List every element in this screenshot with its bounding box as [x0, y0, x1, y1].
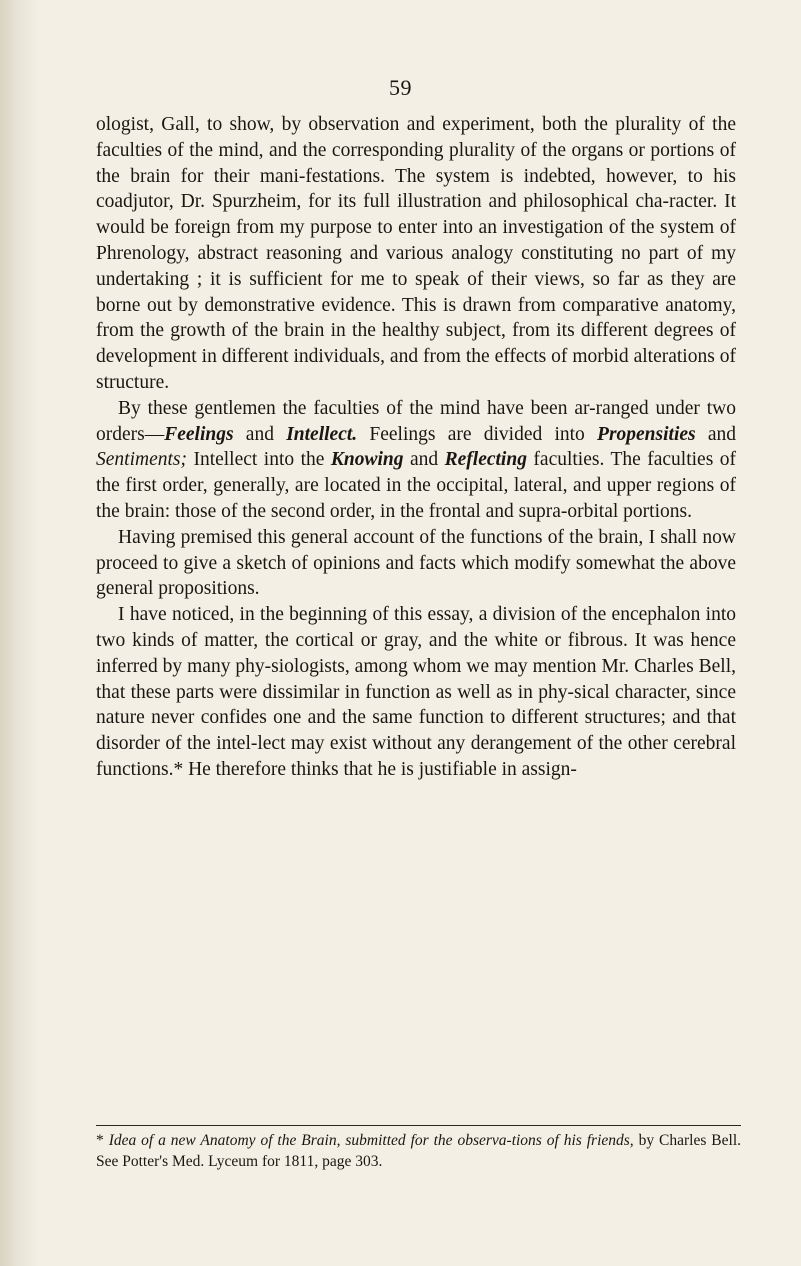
- paragraph-2-text: and: [695, 423, 737, 445]
- paragraph-2-text: and: [403, 449, 445, 471]
- paragraph-1-text: ologist, Gall, to show, by observation and experiment, both the plurality of the faculties of the mind, and the corresponding plurality of the organs or portions of the brain for their mani-festations. The system is indebted, however, to his coadjutor, Dr. Spurzheim, for its full illustration and philosophical cha-racter. It would be foreign from my purpose to enter into an investigation of the system of Phrenology, abstract reasoning and various analogy constituting no part of my undertaking ; it is sufficient for me to speak of their views, so far as they are borne out by demonstrative evidence. This is drawn from comparative anatomy, from the growth of the brain in the healthy subject, from its different degrees of development in different individuals, and from the effects of morbid alterations of structure.: [96, 114, 736, 393]
- paragraph-2-text: Intellect into the: [186, 449, 331, 471]
- footnote-marker: *: [96, 1132, 109, 1149]
- paragraph-1: [96, 112, 736, 396]
- footnote-divider: [96, 1125, 741, 1126]
- page-number: 59: [389, 75, 412, 100]
- body-text: [96, 112, 736, 783]
- paragraph-3-text: Having premised this general account of the functions of the brain, I shall now proceed to give a sketch of opinions and facts which modify somewhat the above general propositions.: [96, 526, 736, 600]
- paragraph-4: [96, 602, 736, 783]
- term-intellect: Intellect.: [286, 423, 358, 445]
- term-knowing: Knowing: [330, 449, 404, 471]
- paragraph-3: [96, 525, 736, 602]
- term-propensities: Propensities: [597, 423, 696, 445]
- page-edge-shadow: [0, 0, 40, 1266]
- paragraph-4-text: I have noticed, in the beginning of this essay, a division of the encephalon into two kinds of matter, the cortical or gray, and the white or fibrous. It was hence inferred by many phy-siologists, among whom we may mention Mr. Charles Bell, that these parts were dissimilar in function as well as in phy-sical character, since nature never confides one and the same function to different structures; and that disorder of the intel-lect may exist without any derangement of the other cerebral functions.* He therefore thinks that he is justifiable in assign-: [96, 604, 736, 780]
- footnote: [96, 1131, 741, 1172]
- paragraph-2-text: faculties. The faculties of the first order, generally, are located in the occipital, lateral, and upper regions of the brain: those of the second order, in the frontal and supra-orbital portions.: [96, 449, 737, 522]
- term-sentiments: Sentiments;: [96, 449, 187, 471]
- footnote-citation-source: by Charles Bell. See Potter's Med. Lyceum for 1811, page 303.: [96, 1132, 742, 1170]
- paragraph-2-text: Feelings are divided into: [357, 423, 598, 445]
- term-feelings: Feelings: [164, 423, 234, 445]
- term-reflecting: Reflecting: [444, 449, 527, 471]
- paragraph-2-text: By these gentlemen the faculties of the mind have been ar-ranged under two orders—: [96, 397, 736, 445]
- paragraph-2-text: and: [233, 423, 287, 445]
- footnote-citation-title: Idea of a new Anatomy of the Brain, submitted for the observa-tions of his friends,: [108, 1132, 634, 1149]
- paragraph-2: [96, 396, 736, 525]
